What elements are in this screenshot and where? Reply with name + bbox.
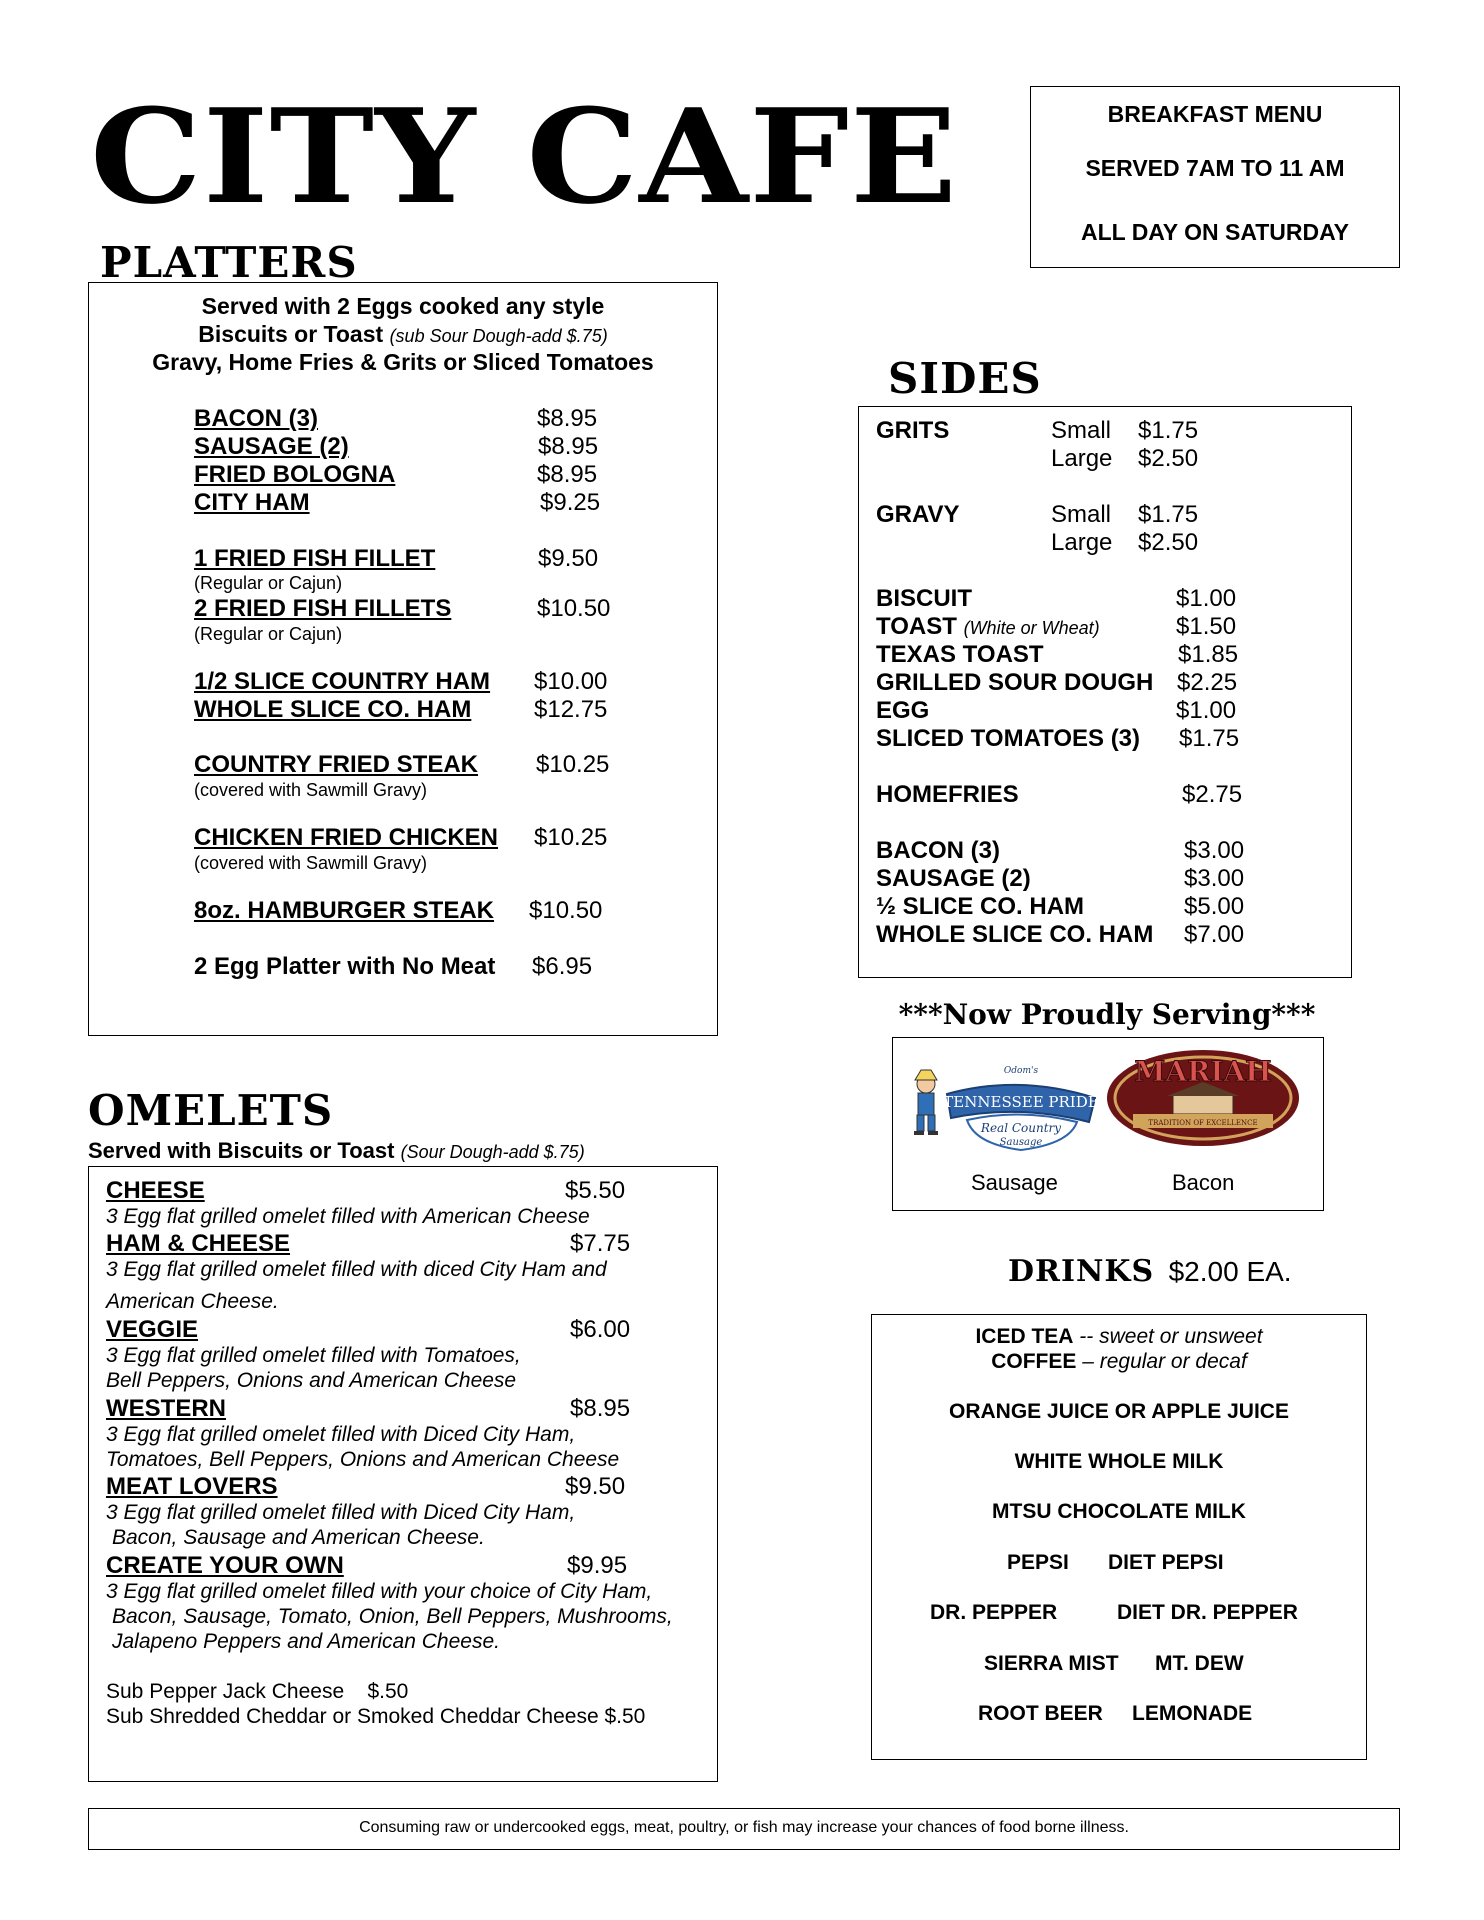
mariah-logo: [1103, 1046, 1303, 1154]
platter-price: $9.50: [538, 545, 599, 572]
omelet-desc: American Cheese.: [106, 1290, 279, 1313]
drink-lemonade: LEMONADE: [1132, 1702, 1253, 1725]
size-label: Large: [1051, 445, 1113, 472]
serving-heading: ***Now Proudly Serving***: [898, 998, 1316, 1031]
platter-price: $10.50: [529, 897, 603, 924]
omelet-desc: Jalapeno Peppers and American Cheese.: [112, 1630, 500, 1653]
platter-name: CITY HAM: [194, 489, 310, 516]
side-name: TEXAS TOAST: [876, 641, 1044, 668]
platter-name: CHICKEN FRIED CHICKEN: [194, 824, 499, 851]
logo-tradition-text: TRADITION OF EXCELLENCE: [1148, 1119, 1258, 1127]
omelet-name: HAM & CHEESE: [106, 1230, 291, 1257]
omelet-desc: 3 Egg flat grilled omelet filled with diced City Ham and: [106, 1258, 607, 1281]
food-warning: Consuming raw or undercooked eggs, meat, poultry, or fish may increase your chances of food borne illness.: [359, 1819, 1129, 1836]
side-name: EGG: [876, 697, 930, 724]
side-name: GRILLED SOUR DOUGH: [876, 669, 1154, 696]
omelet-price: $6.00: [570, 1316, 631, 1343]
cafe-title: CITY CAFE: [90, 80, 959, 233]
platter-price: $10.50: [537, 595, 611, 622]
saturday-text: ALL DAY ON SATURDAY: [1081, 219, 1349, 245]
menu-label: BREAKFAST MENU: [1107, 101, 1323, 127]
platter-price: $12.75: [534, 696, 608, 723]
side-name: HOMEFRIES: [876, 781, 1019, 808]
drink-coffee: [872, 1350, 1366, 1374]
platter-name: 1 FRIED FISH FILLET: [194, 545, 436, 572]
serving-box: [892, 1037, 1324, 1211]
omelet-desc: Bacon, Sausage, Tomato, Onion, Bell Peppers, Mushrooms,: [112, 1605, 673, 1628]
omelets-box: [88, 1166, 718, 1782]
omelet-price: $9.95: [567, 1552, 628, 1579]
size-label: Large: [1051, 529, 1113, 556]
omelet-desc: Bacon, Sausage and American Cheese.: [112, 1526, 485, 1549]
sausage-label: Sausage: [971, 1170, 1058, 1195]
platter-note: (Regular or Cajun): [194, 624, 343, 644]
side-price: $1.75: [1179, 725, 1240, 752]
platter-price: $6.95: [532, 953, 593, 980]
drink-coffee-name: COFFEE: [991, 1350, 1077, 1373]
side-name: SLICED TOMATOES (3): [876, 725, 1141, 752]
drinks-heading: DRINKS: [1008, 1254, 1155, 1289]
side-price: $2.25: [1177, 669, 1238, 696]
omelet-desc: 3 Egg flat grilled omelet filled with American Cheese: [106, 1205, 590, 1228]
sides-heading: SIDES: [888, 354, 1042, 403]
side-price: $3.00: [1184, 837, 1245, 864]
side-price: $1.00: [1176, 585, 1237, 612]
omelet-name: MEAT LOVERS: [106, 1473, 278, 1500]
platter-name: SAUSAGE (2): [194, 433, 349, 460]
side-name: BACON (3): [876, 837, 1000, 864]
side-name: WHOLE SLICE CO. HAM: [876, 921, 1154, 948]
side-price: $2.50: [1138, 529, 1199, 556]
omelets-intro-text: Served with Biscuits or Toast: [88, 1138, 395, 1163]
platter-price: $8.95: [537, 405, 598, 432]
platter-name: 2 FRIED FISH FILLETS: [194, 595, 452, 622]
platter-name: COUNTRY FRIED STEAK: [194, 751, 479, 778]
drink-milk: WHITE WHOLE MILK: [1014, 1450, 1224, 1473]
omelet-name: CHEESE: [106, 1177, 205, 1204]
platter-name: BACON (3): [194, 405, 318, 432]
platters-intro-3: Gravy, Home Fries & Grits or Sliced Tomatoes: [152, 349, 654, 375]
drink-root-beer: ROOT BEER: [978, 1702, 1103, 1725]
omelet-desc: Tomatoes, Bell Peppers, Onions and American Cheese: [106, 1448, 620, 1471]
drinks-price: $2.00 EA.: [1168, 1256, 1292, 1287]
hours-box: [1030, 86, 1400, 268]
platter-name: FRIED BOLOGNA: [194, 461, 396, 488]
side-name: ½ SLICE CO. HAM: [876, 893, 1085, 920]
logo-mariah-text: MARIAH: [1134, 1055, 1272, 1088]
drink-pepsi: PEPSI: [1007, 1551, 1069, 1574]
logo-odoms-text: Odom's: [1003, 1066, 1039, 1076]
platter-note: (Regular or Cajun): [194, 573, 343, 593]
platter-name: 8oz. HAMBURGER STEAK: [194, 897, 495, 924]
bacon-label: Bacon: [1172, 1170, 1235, 1195]
omelet-desc: Bell Peppers, Onions and American Cheese: [106, 1369, 517, 1392]
omelet-name: VEGGIE: [106, 1316, 199, 1343]
logo-sausage-text: Sausage: [999, 1137, 1043, 1148]
omelet-name: CREATE YOUR OWN: [106, 1552, 344, 1579]
side-price: $1.75: [1138, 501, 1199, 528]
side-name: GRITS: [876, 417, 950, 444]
omelet-desc: 3 Egg flat grilled omelet filled with your choice of City Ham,: [106, 1580, 653, 1603]
drink-coffee-note: – regular or decaf: [1082, 1350, 1247, 1373]
platter-price: $10.00: [534, 668, 608, 695]
side-price: $1.00: [1176, 697, 1237, 724]
platter-price: $8.95: [537, 461, 598, 488]
drink-diet-dr-pepper: DIET DR. PEPPER: [1117, 1601, 1298, 1624]
platter-note: (covered with Sawmill Gravy): [194, 853, 428, 873]
omelet-price: $9.50: [565, 1473, 626, 1500]
logo-real-country-text: Real Country: [980, 1121, 1062, 1135]
side-price: $2.75: [1182, 781, 1243, 808]
omelet-price: $5.50: [565, 1177, 626, 1204]
size-label: Small: [1051, 501, 1112, 528]
platter-price: $9.25: [540, 489, 601, 516]
platter-name: 1/2 SLICE COUNTRY HAM: [194, 668, 491, 695]
platters-intro-2-note: (sub Sour Dough-add $.75): [389, 326, 608, 346]
platter-price: $8.95: [538, 433, 599, 460]
side-name: GRAVY: [876, 501, 960, 528]
side-name: [876, 613, 1100, 641]
platters-intro-2: [89, 321, 717, 348]
side-name: SAUSAGE (2): [876, 865, 1031, 892]
omelets-intro: [88, 1138, 585, 1164]
side-price: $2.50: [1138, 445, 1199, 472]
drink-iced-tea-name: ICED TEA: [975, 1325, 1074, 1348]
omelets-heading: OMELETS: [88, 1086, 334, 1135]
drink-mt-dew: MT. DEW: [1155, 1652, 1244, 1675]
platters-intro-2-text: Biscuits or Toast: [198, 321, 384, 347]
logo-tennessee-text: TENNESSEE PRIDE: [943, 1093, 1099, 1111]
side-note: (White or Wheat): [963, 618, 1100, 638]
side-price: $5.00: [1184, 893, 1245, 920]
platter-name: 2 Egg Platter with No Meat: [194, 953, 496, 980]
drink-juice: ORANGE JUICE OR APPLE JUICE: [949, 1400, 1289, 1423]
footer-box: [88, 1808, 1400, 1850]
side-price: $3.00: [1184, 865, 1245, 892]
platter-name: WHOLE SLICE CO. HAM: [194, 696, 472, 723]
drink-choc-milk: MTSU CHOCOLATE MILK: [992, 1500, 1246, 1523]
sides-box: [858, 406, 1352, 978]
omelet-desc: 3 Egg flat grilled omelet filled with Diced City Ham,: [106, 1501, 576, 1524]
drink-dr-pepper: DR. PEPPER: [930, 1601, 1058, 1624]
platters-heading: PLATTERS: [100, 238, 358, 287]
drink-iced-tea-note: -- sweet or unsweet: [1079, 1325, 1263, 1348]
drinks-header: [1008, 1254, 1292, 1289]
size-label: Small: [1051, 417, 1112, 444]
side-price: $1.75: [1138, 417, 1199, 444]
omelet-desc: 3 Egg flat grilled omelet filled with Tomatoes,: [106, 1344, 521, 1367]
sub-cheddar: Sub Shredded Cheddar or Smoked Cheddar Cheese $.50: [106, 1705, 646, 1728]
omelet-name: WESTERN: [106, 1395, 226, 1422]
side-price: $1.50: [1176, 613, 1237, 640]
drink-iced-tea: [872, 1325, 1366, 1349]
tennessee-pride-logo: [909, 1060, 1105, 1160]
side-name: BISCUIT: [876, 585, 972, 612]
platter-note: (covered with Sawmill Gravy): [194, 780, 428, 800]
side-price: $1.85: [1178, 641, 1239, 668]
platter-price: $10.25: [536, 751, 610, 778]
omelets-intro-note: (Sour Dough-add $.75): [400, 1142, 585, 1162]
platters-box: [88, 282, 718, 1036]
platter-price: $10.25: [534, 824, 608, 851]
hours-text: SERVED 7AM TO 11 AM: [1085, 155, 1345, 181]
platters-intro-1: Served with 2 Eggs cooked any style: [201, 293, 605, 319]
sub-pepper-jack: Sub Pepper Jack Cheese $.50: [106, 1680, 409, 1703]
omelet-price: $8.95: [570, 1395, 631, 1422]
drink-diet-pepsi: DIET PEPSI: [1108, 1551, 1224, 1574]
omelet-desc: 3 Egg flat grilled omelet filled with Diced City Ham,: [106, 1423, 576, 1446]
side-price: $7.00: [1184, 921, 1245, 948]
side-name-text: TOAST: [876, 613, 957, 640]
drink-sierra-mist: SIERRA MIST: [984, 1652, 1119, 1675]
drinks-box: [871, 1314, 1367, 1760]
omelet-price: $7.75: [570, 1230, 631, 1257]
